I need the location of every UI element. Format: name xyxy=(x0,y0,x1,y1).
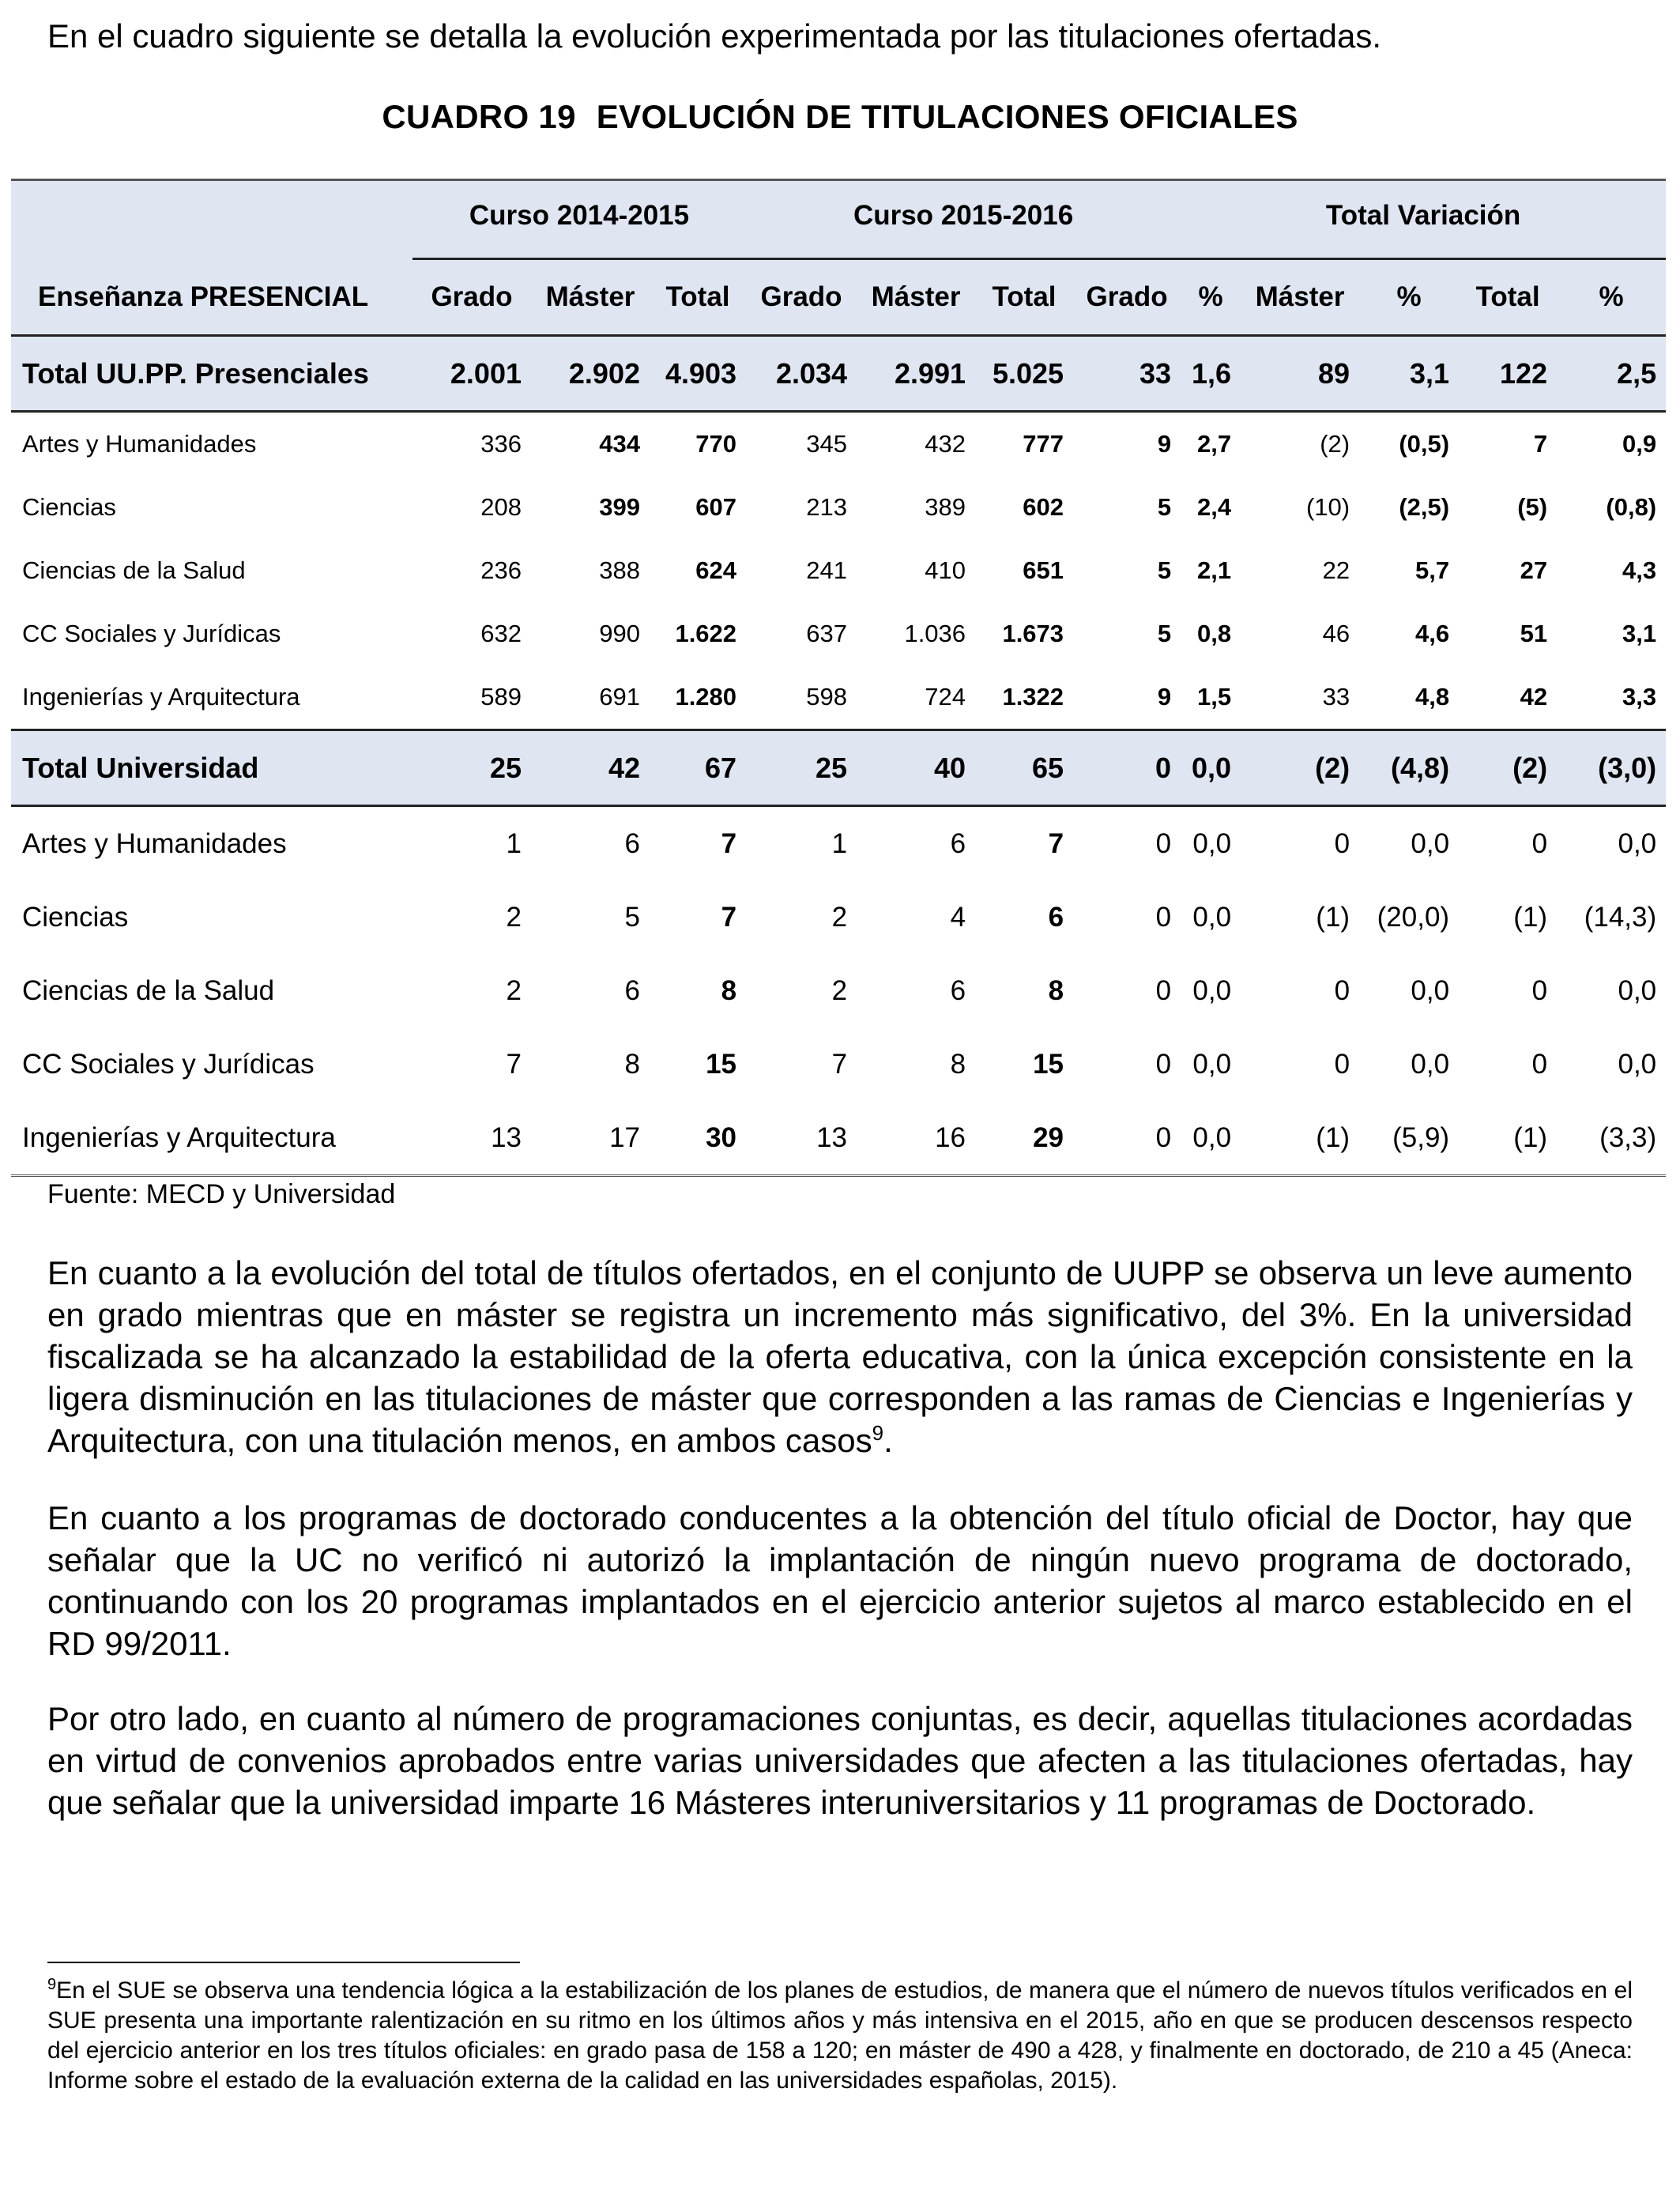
table-cell: 3,1 xyxy=(1622,620,1657,647)
table-cell: 4,6 xyxy=(1414,620,1450,647)
row-label: Ciencias de la Salud xyxy=(22,556,246,584)
footnote-separator xyxy=(47,1962,520,1963)
table-cell: 0,0 xyxy=(1192,901,1232,933)
table-cell: 7 xyxy=(831,1048,848,1080)
table-cell: 1 xyxy=(412,806,531,881)
table-cell: 5.025 xyxy=(975,336,1073,412)
table-cell: 2 xyxy=(831,901,848,933)
row-label: Ciencias de la Salud xyxy=(22,974,275,1006)
table-cell: 15 xyxy=(706,1048,737,1080)
table-cell: 0,0 xyxy=(1192,974,1232,1006)
table-cell: 1.036 xyxy=(904,620,966,647)
table-cell: 1 xyxy=(746,806,857,881)
table-cell: 2 xyxy=(831,974,848,1006)
table-cell: (3,3) xyxy=(1557,1101,1666,1176)
footnote-number: 9 xyxy=(47,1976,57,1993)
row-label: Ingenierías y Arquitectura xyxy=(11,1101,412,1176)
table-cell: 0 xyxy=(1531,974,1548,1006)
table-cell: 2.001 xyxy=(412,336,531,412)
table-cell: 1,6 xyxy=(1181,336,1241,412)
row-label: Total Universidad xyxy=(11,730,412,806)
column-header: Máster xyxy=(531,260,650,336)
table-cell: 29 xyxy=(975,1101,1073,1176)
table-cell: 208 xyxy=(480,493,522,521)
footnote-ref: 9 xyxy=(872,1421,884,1445)
column-header: Grado xyxy=(746,260,857,336)
table-cell: 5,7 xyxy=(1414,556,1450,584)
table-row xyxy=(11,602,1666,665)
table-cell: 2.902 xyxy=(531,336,650,412)
source-note: Fuente: MECD y Universidad xyxy=(47,1179,396,1209)
table-cell: 0,0 xyxy=(1359,806,1459,881)
table-cell: 9 xyxy=(1157,430,1172,458)
table-cell: 2.991 xyxy=(857,336,975,412)
column-header: Grado xyxy=(1073,260,1181,336)
table-cell: 777 xyxy=(1023,430,1064,458)
table-cell: 7 xyxy=(1533,430,1548,458)
titulaciones-table xyxy=(11,179,1666,1177)
table-cell: 65 xyxy=(975,730,1073,806)
table-cell: (1) xyxy=(1316,901,1350,933)
paragraph-1: En cuanto a la evolución del total de títulos ofertados, en el conjunto de UUPP se observa un leve aumento en grado mientras que en máster se registra un incremento más significativo, del 3%. En la universidad fiscalizada se ha alcanzado la estabilidad de la oferta educativa, con la única excepción consistente en la ligera disminución en las titulaciones de máster que corresponden a las ramas de Ciencias e Ingenierías y Arquitectura, con una titulación menos, en ambos casos$^9$. xyxy=(47,1254,1633,1459)
table-row xyxy=(11,880,1666,954)
table-cell: 602 xyxy=(1023,493,1064,521)
table-cell: (5) xyxy=(1517,493,1548,521)
table-cell: 5 xyxy=(624,901,640,933)
table-cell: 0,0 xyxy=(1192,1048,1232,1080)
table-cell: 432 xyxy=(925,430,966,458)
table-cell: 8 xyxy=(950,1048,966,1080)
table-cell: 0,0 xyxy=(1618,974,1657,1006)
paragraph-2: En cuanto a los programas de doctorado conducentes a la obtención del título oficial de Doctor, hay que señalar que la UC no verificó ni autorizó la implantación de ningún nuevo programa de doctorado, continuando con los 20 programas implantados en el ejercicio anterior sujetos al marco establecido en el RD 99/2011. xyxy=(47,1499,1633,1662)
table-cell: 4,8 xyxy=(1414,683,1450,711)
table-cell: 0,0 xyxy=(1411,974,1450,1006)
table-cell: (0,5) xyxy=(1399,430,1450,458)
row-label: Total UU.PP. Presenciales xyxy=(11,336,412,412)
table-cell: (1) xyxy=(1459,1101,1557,1176)
table-cell: 0 xyxy=(1531,1048,1548,1080)
total-row xyxy=(11,730,1666,806)
row-label: Ingenierías y Arquitectura xyxy=(22,683,300,711)
table-cell: 9 xyxy=(1157,683,1172,711)
table-cell: 51 xyxy=(1520,620,1548,647)
table-cell: 1.322 xyxy=(1002,683,1064,711)
table-title-text: EVOLUCIÓN DE TITULACIONES OFICIALES xyxy=(596,98,1298,135)
table-cell: 0 xyxy=(1073,1101,1181,1176)
table-cell: 25 xyxy=(412,730,531,806)
row-label: Artes y Humanidades xyxy=(11,806,412,881)
table-row xyxy=(11,806,1666,881)
row-label: Ciencias xyxy=(22,493,116,521)
table-row xyxy=(11,1027,1666,1101)
column-header: Grado xyxy=(412,260,531,336)
table-cell: 0 xyxy=(1155,1048,1172,1080)
table-cell: 0,8 xyxy=(1196,620,1232,647)
table-cell: 5 xyxy=(1157,556,1172,584)
table-cell: 7 xyxy=(975,806,1073,881)
table-cell: 7 xyxy=(650,806,746,881)
table-cell: 0,9 xyxy=(1622,430,1657,458)
column-header: Enseñanza PRESENCIAL xyxy=(11,260,412,336)
table-cell: 399 xyxy=(599,493,640,521)
paragraph-3: Por otro lado, en cuanto al número de programaciones conjuntas, es decir, aquellas titulaciones acordadas en virtud de convenios aprobados entre varias universidades que afecten a las titulaciones ofertadas, hay que señalar que la universidad imparte 16 Másteres interuniversitarios y 11 programas de Doctorado. xyxy=(47,1700,1633,1821)
table-cell: (2) xyxy=(1459,730,1557,806)
table-cell: 0,0 xyxy=(1557,806,1666,881)
table-cell: 624 xyxy=(695,556,737,584)
table-cell: 7 xyxy=(721,901,737,933)
table-cell: 637 xyxy=(806,620,848,647)
table-cell: 388 xyxy=(599,556,640,584)
table-cell: 607 xyxy=(695,493,737,521)
row-label: CC Sociales y Jurídicas xyxy=(22,1048,315,1080)
row-label: CC Sociales y Jurídicas xyxy=(22,620,281,647)
table-cell: 42 xyxy=(531,730,650,806)
table-cell: 0 xyxy=(1334,1048,1350,1080)
table-cell: 345 xyxy=(806,430,848,458)
table-cell: 33 xyxy=(1322,683,1350,711)
table-cell: (20,0) xyxy=(1377,901,1450,933)
table-cell: 0,0 xyxy=(1411,1048,1450,1080)
table-cell: 651 xyxy=(1023,556,1064,584)
table-cell: 6 xyxy=(531,806,650,881)
table-cell: 8 xyxy=(721,974,737,1006)
table-cell: 389 xyxy=(925,493,966,521)
table-cell: 2 xyxy=(506,974,522,1006)
table-cell: 632 xyxy=(480,620,522,647)
table-cell: 4.903 xyxy=(650,336,746,412)
table-cell: 4 xyxy=(950,901,966,933)
table-cell: (3,0) xyxy=(1557,730,1666,806)
table-cell: 122 xyxy=(1459,336,1557,412)
table-cell: 0,0 xyxy=(1181,806,1241,881)
table-cell: 2 xyxy=(506,901,522,933)
group-header-2014: Curso 2014-2015 xyxy=(412,180,746,261)
group-header-variacion: Total Variación xyxy=(1181,180,1666,261)
table-cell: 2,5 xyxy=(1557,336,1666,412)
table-cell: (2) xyxy=(1241,730,1359,806)
table-row xyxy=(11,539,1666,602)
total-row xyxy=(11,336,1666,412)
group-header-2015: Curso 2015-2016 xyxy=(746,180,1181,261)
column-header: Total xyxy=(650,260,746,336)
table-cell: 13 xyxy=(412,1101,531,1176)
table-row xyxy=(11,476,1666,539)
table-cell: 1.280 xyxy=(675,683,737,711)
table-cell: 336 xyxy=(480,430,522,458)
row-label: Ciencias xyxy=(22,901,129,933)
table-cell: 0 xyxy=(1155,974,1172,1006)
table-row xyxy=(11,1101,1666,1176)
table-cell: 17 xyxy=(531,1101,650,1176)
table-row xyxy=(11,665,1666,730)
table-cell: 8 xyxy=(624,1048,640,1080)
table-cell: 89 xyxy=(1241,336,1359,412)
table-row xyxy=(11,954,1666,1027)
column-header: % xyxy=(1359,260,1459,336)
table-cell: 0 xyxy=(1155,901,1172,933)
table-cell: 0 xyxy=(1073,806,1181,881)
table-number: CUADRO 19 xyxy=(382,98,576,135)
table-cell: (1) xyxy=(1241,1101,1359,1176)
table-cell: 42 xyxy=(1520,683,1548,711)
table-cell: 2,4 xyxy=(1196,493,1232,521)
table-cell: 25 xyxy=(746,730,857,806)
table-cell: 22 xyxy=(1322,556,1350,584)
table-cell: 4,3 xyxy=(1622,556,1657,584)
table-cell: 5 xyxy=(1157,620,1172,647)
column-header: Máster xyxy=(857,260,975,336)
table-cell: (2,5) xyxy=(1399,493,1450,521)
row-label: Artes y Humanidades xyxy=(22,430,257,458)
table-cell: 0,0 xyxy=(1618,1048,1657,1080)
table-cell: 770 xyxy=(695,430,737,458)
table-cell: 15 xyxy=(1033,1048,1064,1080)
table-cell: 7 xyxy=(506,1048,522,1080)
table-cell: 3,3 xyxy=(1622,683,1657,711)
group-header-row xyxy=(11,180,1666,261)
column-header-row xyxy=(11,260,1666,336)
table-cell: 1.622 xyxy=(675,620,737,647)
table-cell: (0,8) xyxy=(1606,493,1657,521)
table-cell: 213 xyxy=(806,493,848,521)
table-cell: 33 xyxy=(1073,336,1181,412)
table-cell: 67 xyxy=(650,730,746,806)
table-cell: 27 xyxy=(1520,556,1548,584)
column-header: % xyxy=(1181,260,1241,336)
table-cell: 30 xyxy=(650,1101,746,1176)
table-cell: 0,0 xyxy=(1181,1101,1241,1176)
column-header: % xyxy=(1557,260,1666,336)
table-cell: 6 xyxy=(624,974,640,1006)
table-cell: (5,9) xyxy=(1359,1101,1459,1176)
table-cell: 241 xyxy=(806,556,848,584)
table-cell: 8 xyxy=(1048,974,1064,1006)
table-cell: 6 xyxy=(1048,901,1064,933)
table-cell: 724 xyxy=(925,683,966,711)
table-body xyxy=(11,336,1666,1176)
header-empty xyxy=(11,180,412,261)
table-cell: (14,3) xyxy=(1584,901,1657,933)
table-cell: 2,1 xyxy=(1196,556,1232,584)
table-cell: 3,1 xyxy=(1359,336,1459,412)
table-cell: 0 xyxy=(1073,730,1181,806)
table-title xyxy=(0,95,1680,139)
table-row xyxy=(11,412,1666,477)
table-cell: 598 xyxy=(806,683,848,711)
table-cell: 40 xyxy=(857,730,975,806)
table-cell: 236 xyxy=(480,556,522,584)
column-header: Total xyxy=(1459,260,1557,336)
table-cell: 589 xyxy=(480,683,522,711)
table-cell: 1,5 xyxy=(1196,683,1232,711)
table-cell: 990 xyxy=(599,620,640,647)
table-cell: 13 xyxy=(746,1101,857,1176)
table-cell: 2.034 xyxy=(746,336,857,412)
column-header: Total xyxy=(975,260,1073,336)
table-cell: (4,8) xyxy=(1359,730,1459,806)
intro-text: En el cuadro siguiente se detalla la evolución experimentada por las titulaciones ofertadas. xyxy=(47,17,1382,55)
table-cell: 434 xyxy=(599,430,640,458)
table-cell: 46 xyxy=(1322,620,1350,647)
table-cell: 16 xyxy=(857,1101,975,1176)
table-cell: 5 xyxy=(1157,493,1172,521)
table-cell: 691 xyxy=(599,683,640,711)
table-cell: 2,7 xyxy=(1196,430,1232,458)
column-header: Máster xyxy=(1241,260,1359,336)
table-cell: 0 xyxy=(1334,974,1350,1006)
table-cell: (1) xyxy=(1513,901,1548,933)
table-cell: 0 xyxy=(1459,806,1557,881)
table-cell: 0,0 xyxy=(1181,730,1241,806)
table-cell: 0 xyxy=(1241,806,1359,881)
table-cell: (2) xyxy=(1320,430,1350,458)
footnote: $^9$En el SUE se observa una tendencia lógica a la estabilización de los planes de estudios, de manera que el número de nuevos títulos verificados en el SUE presenta una importante ralentización en su ritmo en los últimos años y más intensiva en el 2015, año en que se producen descensos respecto del ejercicio anterior en los tres títulos oficiales: en grado pasa de 158 a 120; en máster de 490 a 428, y finalmente en doctorado, de 210 a 45 (Aneca: Informe sobre el estado de la evaluación externa de la calidad en las universidades españolas, 2015). xyxy=(47,1976,1633,2094)
table-cell: 6 xyxy=(950,974,966,1006)
table-cell: 1.673 xyxy=(1002,620,1064,647)
table-cell: 410 xyxy=(925,556,966,584)
table-cell: 6 xyxy=(857,806,975,881)
table-cell: (10) xyxy=(1305,493,1350,521)
